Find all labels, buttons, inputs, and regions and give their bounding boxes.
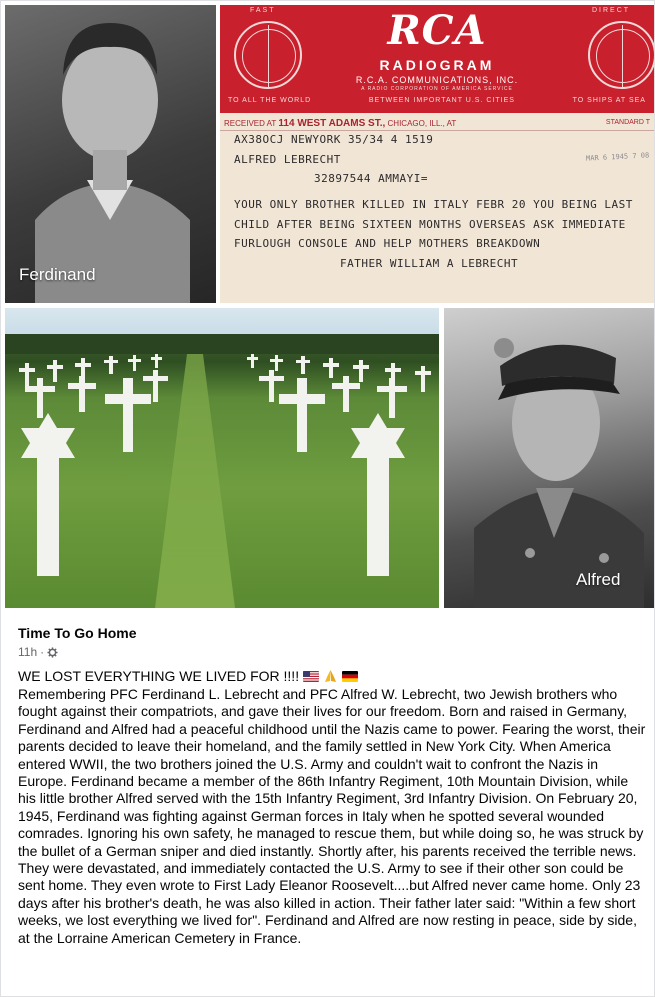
post-body-text: Remembering PFC Ferdinand L. Lebrecht and PFC Alfred W. Lebrecht, two Jewish brothers who fought against their compatriots, and gave their lives for our freedom. Born and raised in Germany, Ferdinand and Alfred had a peaceful childhood until the Nazis came to power. Fearing the worst, their parents decided to leave their homeland, and the family settled in New York City. When America entered WWII, the two brothers joined the U.S. Army and couldn't wait to confront the Nazis in Europe. Ferdinand became a member of the 86th Infantry Regiment, 10th Mountain Division, while his little brother Alfred served with the 15th Infantry Regiment, 3rd Infantry Division. On February 20, 1945, Ferdinand was fighting against German forces in Italy when he spotted several wounded comrades. Ignoring his own safety, he managed to rescue them, but while doing so, he was struck by the bullet of a German sniper and died instantly. Shortly after, his parents received the terrible news. They were devastated, and immediately contacted the U.S. Army to see if their other son could be sent home. They even wrote to First Lady Eleanor Roosevelt....but Alfred never came home. Only 23 days after his brother's death, he was also killed in action. Their father later said: "Within a few short weeks, we lost everything we lived for". Ferdinand and Alfred are now resting in peace, side by side, at the Lorraine American Cemetery in France.: [18, 686, 646, 946]
received-prefix: RECEIVED AT: [224, 119, 277, 128]
received-address: 114 WEST ADAMS ST.,: [278, 118, 386, 129]
strip-mid: BETWEEN IMPORTANT U.S. CITIES: [368, 97, 515, 104]
strip-left: TO ALL THE WORLD: [228, 97, 312, 104]
radiogram-photo[interactable]: [220, 5, 654, 303]
cemetery-photo[interactable]: [5, 308, 439, 608]
strip-right: TO SHIPS AT SEA: [572, 97, 646, 104]
alfred-label: Alfred: [576, 570, 621, 589]
radiogram-company-sub: A RADIO CORPORATION OF AMERICA SERVICE: [361, 86, 513, 92]
rca-logo: RCA: [387, 7, 487, 54]
radiogram-direct-label: DIRECT: [592, 7, 631, 14]
radiogram-title: RADIOGRAM: [379, 57, 495, 73]
radiogram-strip: [220, 95, 654, 107]
alfred-portrait-illustration: [444, 308, 654, 608]
post-meta: [18, 645, 58, 659]
post-timestamp[interactable]: 11h: [18, 645, 38, 659]
us-flag-icon: [303, 671, 319, 682]
ferdinand-label: Ferdinand: [19, 265, 96, 284]
telegram-line-3: 32897544 AMMAYI=: [314, 172, 428, 185]
radiogram-header: [220, 5, 654, 113]
alfred-photo[interactable]: [444, 308, 654, 608]
post-headline: [18, 668, 358, 684]
received-line: [220, 115, 654, 131]
meta-separator: ·: [40, 645, 45, 659]
gear-icon[interactable]: [47, 647, 58, 658]
telegram-line-2: ALFRED LEBRECHT: [234, 153, 341, 166]
standard-label: STANDARD T: [605, 119, 650, 126]
ferdinand-photo[interactable]: [5, 5, 216, 303]
headline-text: WE LOST EVERYTHING WE LIVED FOR !!!!: [18, 668, 300, 684]
telegram-line-1: AX38OCJ NEWYORK 35/34 4 1519: [234, 133, 434, 146]
germany-flag-icon: [342, 671, 358, 682]
telegram-line-7: FATHER WILLIAM A LEBRECHT: [340, 257, 519, 270]
page-name-link[interactable]: Time To Go Home: [18, 625, 137, 641]
received-city: CHICAGO, ILL., AT: [387, 119, 457, 128]
grave-markers-illustration: [5, 308, 439, 608]
date-stamp: MAR 6 1945 7 08: [585, 151, 650, 163]
radiogram-fast-label: FAST: [250, 7, 276, 14]
telegram-line-5: CHILD AFTER BEING SIXTEEN MONTHS OVERSEAS ASK IMMEDIATE: [234, 218, 626, 231]
telegram-line-4: YOUR ONLY BROTHER KILLED IN ITALY FEBR 20 YOU BEING LAST: [234, 198, 633, 211]
ferdinand-portrait-illustration: [5, 5, 216, 303]
telegram-line-6: FURLOUGH CONSOLE AND HELP MOTHERS BREAKDOWN: [234, 237, 541, 250]
photo-collage[interactable]: [3, 3, 654, 608]
praying-hands-icon: [323, 669, 338, 683]
radiogram-company: R.C.A. COMMUNICATIONS, INC.: [355, 75, 519, 85]
